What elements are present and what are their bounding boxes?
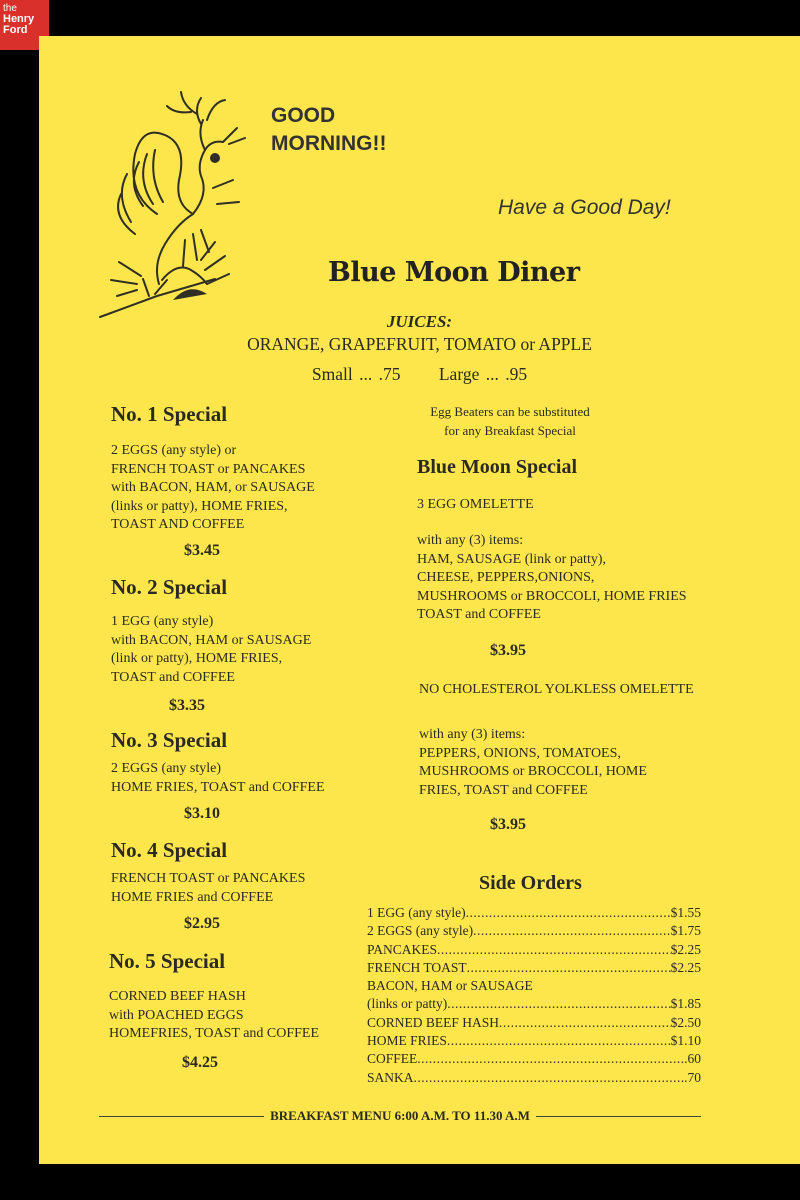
special-2-line: 1 EGG (any style) <box>111 614 214 629</box>
egg-beaters-note <box>407 402 613 440</box>
special-3-description <box>111 760 325 797</box>
special-2-line: with BACON, HAM or SAUSAGE <box>111 632 312 648</box>
special-4-line: HOME FRIES and COFFEE <box>111 889 274 905</box>
side-order-row <box>367 922 701 940</box>
side-order-row <box>367 995 701 1013</box>
special-2-price: $3.35 <box>169 697 205 714</box>
special-5-line: CORNED BEEF HASH <box>109 989 246 1004</box>
special-5-line: with POACHED EGGS <box>109 1007 244 1023</box>
yolkless-price: $3.95 <box>490 816 526 833</box>
special-5-description <box>109 988 319 1044</box>
yolkless-item-line: with any (3) items: <box>419 727 526 742</box>
special-2-line: (link or patty), HOME FRIES, <box>111 651 283 666</box>
special-1-line: FRENCH TOAST or PANCAKES <box>111 461 306 477</box>
special-3-title: No. 3 Special <box>111 728 228 752</box>
side-order-row <box>367 1069 701 1087</box>
side-order-name: SANKA <box>367 1069 414 1085</box>
menu-page <box>39 36 800 1164</box>
logo-small: the <box>3 3 17 14</box>
side-order-price: $2.25 <box>670 959 701 975</box>
side-order-name: PANCAKES <box>367 941 438 957</box>
blue-moon-special-title: Blue Moon Special <box>417 456 578 478</box>
side-order-name: CORNED BEEF HASH <box>367 1014 500 1030</box>
omelette-item-line: with any (3) items: <box>417 533 524 548</box>
yolkless-item-line: MUSHROOMS or BROCCOLI, HOME <box>419 764 647 779</box>
rooster-illustration <box>97 84 247 324</box>
omelette-price: $3.95 <box>490 642 526 659</box>
side-order-price: $2.25 <box>670 941 701 957</box>
omelette-item-line: TOAST and COFFEE <box>417 607 541 622</box>
special-5-title: No. 5 Special <box>109 949 226 973</box>
special-4-title: No. 4 Special <box>111 838 228 862</box>
omelette-item-line: HAM, SAUSAGE (link or patty), <box>417 551 606 567</box>
side-order-price: $1.10 <box>670 1033 701 1049</box>
tagline: Have a Good Day! <box>498 196 671 219</box>
greeting-line-2: MORNING!! <box>271 132 387 155</box>
side-order-row <box>367 1050 701 1068</box>
egg-note-line: Egg Beaters can be substituted <box>430 404 590 419</box>
side-order-price: $2.50 <box>670 1014 701 1030</box>
special-3-price: $3.10 <box>184 805 220 822</box>
side-order-row <box>367 977 701 995</box>
yolkless-omelette-name: NO CHOLESTEROL YOLKLESS OMELETTE <box>419 682 694 697</box>
side-order-name: (links or patty) <box>367 996 448 1012</box>
side-order-price: .60 <box>684 1051 701 1067</box>
side-orders-list <box>367 904 701 1087</box>
side-order-row <box>367 959 701 977</box>
special-4-price: $2.95 <box>184 915 220 932</box>
omelette-item-line: CHEESE, PEPPERS,ONIONS, <box>417 570 595 585</box>
special-1-line: (links or patty), HOME FRIES, <box>111 498 288 514</box>
side-order-row <box>367 1032 701 1050</box>
side-order-name: COFFEE <box>367 1051 418 1067</box>
side-order-name: 2 EGGS (any style) <box>367 923 474 939</box>
side-order-price: $1.75 <box>670 923 701 939</box>
logo-name-1: Henry <box>3 13 35 25</box>
omelette-item-line: MUSHROOMS or BROCCOLI, HOME FRIES <box>417 588 687 604</box>
special-1-line: TOAST AND COFFEE <box>111 517 245 532</box>
special-1-line: with BACON, HAM, or SAUSAGE <box>111 480 315 495</box>
diner-title: Blue Moon Diner <box>328 257 580 288</box>
juice-large-price: Large ... .95 <box>438 364 528 384</box>
juice-small-price: Small ... .75 <box>311 364 401 384</box>
footer-hours: BREAKFAST MENU 6:00 A.M. TO 11.30 A.M <box>270 1108 530 1123</box>
yolkless-item-line: FRIES, TOAST and COFFEE <box>419 782 588 798</box>
greeting <box>271 102 386 158</box>
special-3-line: 2 EGGS (any style) <box>111 761 222 776</box>
side-order-row <box>367 941 701 959</box>
special-4-description <box>111 870 305 907</box>
special-1-price: $3.45 <box>184 542 220 559</box>
side-order-name: HOME FRIES <box>367 1033 447 1049</box>
special-5-price: $4.25 <box>182 1054 218 1071</box>
footer <box>99 1108 701 1124</box>
special-5-line: HOMEFRIES, TOAST and COFFEE <box>109 1026 320 1041</box>
omelette-name: 3 EGG OMELETTE <box>417 497 534 512</box>
greeting-line-1: GOOD <box>271 104 336 127</box>
egg-note-line: for any Breakfast Special <box>444 423 576 438</box>
special-2-line: TOAST and COFFEE <box>111 669 235 685</box>
side-order-price: .70 <box>684 1069 701 1085</box>
yolkless-items <box>419 726 647 800</box>
special-2-title: No. 2 Special <box>111 575 228 599</box>
side-orders-title: Side Orders <box>479 872 582 894</box>
side-order-name: FRENCH TOAST <box>367 959 467 975</box>
side-order-name: BACON, HAM or SAUSAGE <box>367 978 533 994</box>
special-1-line: 2 EGGS (any style) or <box>111 443 237 458</box>
special-4-line: FRENCH TOAST or PANCAKES <box>111 871 306 886</box>
logo-name-2: Ford <box>3 24 28 36</box>
special-3-line: HOME FRIES, TOAST and COFFEE <box>111 779 325 795</box>
yolkless-item-line: PEPPERS, ONIONS, TOMATOES, <box>419 745 621 761</box>
special-1-description <box>111 442 315 535</box>
special-2-description <box>111 613 311 687</box>
side-order-price: $1.85 <box>670 996 701 1012</box>
footer-rule-left <box>99 1116 264 1117</box>
juice-sizes <box>39 364 800 385</box>
side-order-row <box>367 1014 701 1032</box>
special-1-title: No. 1 Special <box>111 402 228 426</box>
footer-rule-right <box>536 1116 701 1117</box>
juices-title: JUICES: <box>386 312 453 331</box>
omelette-items <box>417 532 687 625</box>
side-order-price: $1.55 <box>670 905 701 920</box>
juices-list: ORANGE, GRAPEFRUIT, TOMATO or APPLE <box>247 334 592 354</box>
side-order-row <box>367 904 701 922</box>
side-order-name: 1 EGG (any style) <box>367 905 466 920</box>
